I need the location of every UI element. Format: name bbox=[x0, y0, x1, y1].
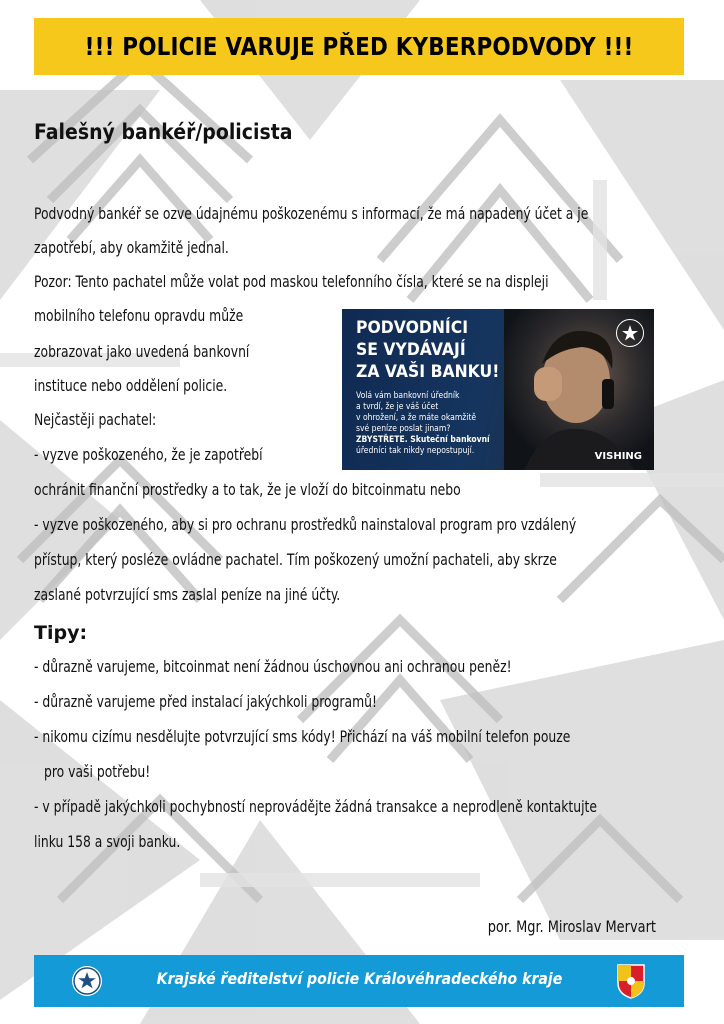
tip-line: - důrazně varujeme před instalací jakýchkoli programů! bbox=[34, 692, 377, 711]
tip-line: - důrazně varujeme, bitcoinmat není žádnou úschovnou ani ochranou peněz! bbox=[34, 657, 512, 676]
ad-text: Volá vám bankovní úředník bbox=[356, 391, 460, 401]
tip-line: linku 158 a svoji banku. bbox=[34, 832, 181, 851]
footer-bar bbox=[34, 955, 684, 1007]
tip-line: - v případě jakýchkoli pochybností neprovádějte žádná transakce a neprodleně kontaktujte bbox=[34, 797, 597, 816]
paragraph-line: zobrazovat jako uvedená bankovní bbox=[34, 342, 250, 361]
ad-text: ZBYSTŘETE. Skuteční bankovní bbox=[356, 435, 490, 445]
paragraph-line: Nejčastěji pachatel: bbox=[34, 410, 157, 429]
ad-text: a tvrdí, že je váš účet bbox=[356, 402, 439, 412]
paragraph-line: instituce nebo oddělení policie. bbox=[34, 376, 228, 395]
paragraph-line: Podvodný bankéř se ozve údajnému poškozenému s informací, že má napadený účet a je bbox=[34, 204, 589, 223]
ad-text: v ohrožení, a že máte okamžitě bbox=[356, 413, 477, 423]
paragraph-line: - vyzve poškozeného, aby si pro ochranu prostředků nainstaloval program pro vzdálený bbox=[34, 515, 577, 534]
ad-tag: VISHING bbox=[594, 451, 642, 462]
ad-text: své peníze poslat jinam? bbox=[356, 424, 451, 434]
paragraph-line: zapotřebí, aby okamžitě jednal. bbox=[34, 238, 229, 257]
paragraph-line: přístup, který posléze ovládne pachatel. Tím poškozený umožní pachateli, aby skrze bbox=[34, 550, 557, 569]
ad-headline: PODVODNÍCI bbox=[356, 318, 469, 338]
warning-banner bbox=[34, 18, 684, 75]
paragraph-line: - vyzve poškozeného, že je zapotřebí bbox=[34, 445, 263, 464]
paragraph-line: ochránit finanční prostředky a to tak, že je vloží do bitcoinmatu nebo bbox=[34, 480, 461, 499]
paragraph-line: zaslané potvrzující sms zaslal peníze na jiné účty. bbox=[34, 585, 341, 604]
footer-label: Krajské ředitelství policie Královéhradeckého kraje bbox=[156, 969, 562, 988]
tip-line: pro vaši potřebu! bbox=[44, 762, 151, 781]
police-badge-icon bbox=[616, 319, 644, 347]
footer-text bbox=[34, 969, 684, 988]
regional-coat-of-arms-icon bbox=[616, 963, 646, 999]
section-title: Falešný bankéř/policista bbox=[34, 120, 293, 144]
paragraph-line: Pozor: Tento pachatel může volat pod maskou telefonního čísla, které se na displeji bbox=[34, 272, 549, 291]
vishing-ad-image bbox=[342, 309, 654, 470]
signature: por. Mgr. Miroslav Mervart bbox=[487, 917, 656, 936]
ad-text: úředníci tak nikdy nepostupují. bbox=[356, 446, 475, 456]
tips-heading: Tipy: bbox=[34, 622, 88, 644]
paragraph-line: mobilního telefonu opravdu může bbox=[34, 306, 244, 325]
ad-headline: SE VYDÁVAJÍ bbox=[356, 340, 466, 360]
tip-line: - nikomu cizímu nesdělujte potvrzující sms kódy! Přichází na váš mobilní telefon pouze bbox=[34, 727, 571, 746]
ad-headline: ZA VAŠI BANKU! bbox=[356, 362, 500, 382]
warning-banner-title: !!! POLICIE VARUJE PŘED KYBERPODVODY !!! bbox=[84, 32, 634, 61]
